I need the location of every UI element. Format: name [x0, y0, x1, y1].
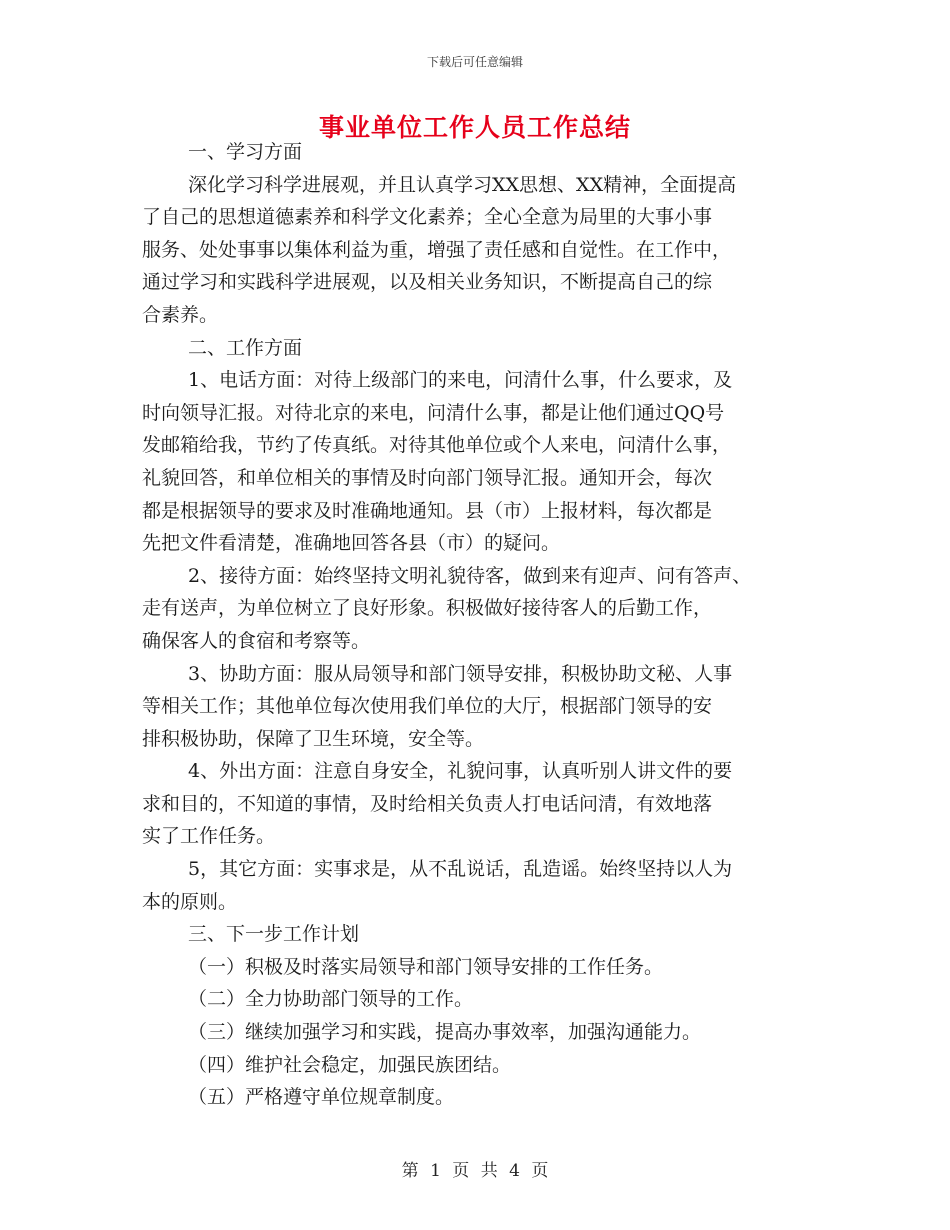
body-line: 确保客人的食宿和考察等。 [142, 629, 371, 652]
body-line: 二、工作方面 [188, 336, 303, 359]
body-line: （二）全力协助部门领导的工作。 [188, 988, 474, 1011]
body-line: 3、协助方面：服从局领导和部门领导安排，积极协助文秘、人事 [188, 662, 733, 685]
body-line: 先把文件看清楚，准确地回答各县（市）的疑问。 [142, 532, 561, 555]
body-line: 求和目的，不知道的事情，及时给相关负责人打电话问清，有效地落 [142, 792, 713, 815]
body-line: 服务、处处事事以集体利益为重，增强了责任感和自觉性。在工作中， [142, 238, 732, 261]
body-line: 实了工作任务。 [142, 825, 276, 848]
body-line: 5，其它方面：实事求是，从不乱说话，乱造谣。始终坚持以人为 [188, 858, 733, 881]
body-line: 本的原则。 [142, 890, 238, 913]
body-line: 都是根据领导的要求及时准确地通知。县（市）上报材料，每次都是 [142, 499, 713, 522]
body-line: （四）维护社会稳定，加强民族团结。 [188, 1053, 512, 1076]
document-body [142, 136, 822, 1114]
body-line: 排积极协助，保障了卫生环境，安全等。 [142, 727, 485, 750]
body-line: 2、接待方面：始终坚持文明礼貌待客，做到来有迎声、问有答声、 [188, 564, 752, 587]
body-line: 发邮箱给我，节约了传真纸。对待其他单位或个人来电，问清什么事， [142, 434, 732, 457]
body-line: 一、学习方面 [188, 141, 303, 163]
document-title: 事业单位工作人员工作总结 [318, 113, 631, 142]
body-line: 时向领导汇报。对待北京的来电，问清什么事，都是让他们通过QQ号 [142, 401, 725, 424]
page-number-footer: 第 1 页 共 4 页 [401, 1161, 549, 1181]
body-line: 礼貌回答，和单位相关的事情及时向部门领导汇报。通知开会，每次 [142, 466, 713, 489]
body-line: 合素养。 [142, 303, 219, 326]
body-line: 深化学习科学进展观，并且认真学习XX思想、XX精神，全面提高 [188, 173, 737, 196]
body-line: 走有送声，为单位树立了良好形象。积极做好接待客人的后勤工作， [142, 597, 713, 620]
body-line: （三）继续加强学习和实践，提高办事效率，加强沟通能力。 [188, 1021, 702, 1044]
body-line: 了自己的思想道德素养和科学文化素养；全心全意为局里的大事小事 [142, 206, 713, 229]
body-line: 三、下一步工作计划 [188, 923, 360, 946]
header-note: 下载后可任意编辑 [426, 55, 523, 69]
body-line: 1、电话方面：对待上级部门的来电，问清什么事，什么要求，及 [188, 369, 733, 392]
body-line: 通过学习和实践科学进展观，以及相关业务知识，不断提高自己的综 [142, 271, 713, 294]
body-line: 4、外出方面：注意自身安全，礼貌问事，认真听别人讲文件的要 [188, 760, 733, 783]
body-line: （五）严格遵守单位规章制度。 [188, 1086, 455, 1109]
body-line: （一）积极及时落实局领导和部门领导安排的工作任务。 [188, 955, 664, 978]
body-line: 等相关工作；其他单位每次使用我们单位的大厅，根据部门领导的安 [142, 695, 713, 718]
